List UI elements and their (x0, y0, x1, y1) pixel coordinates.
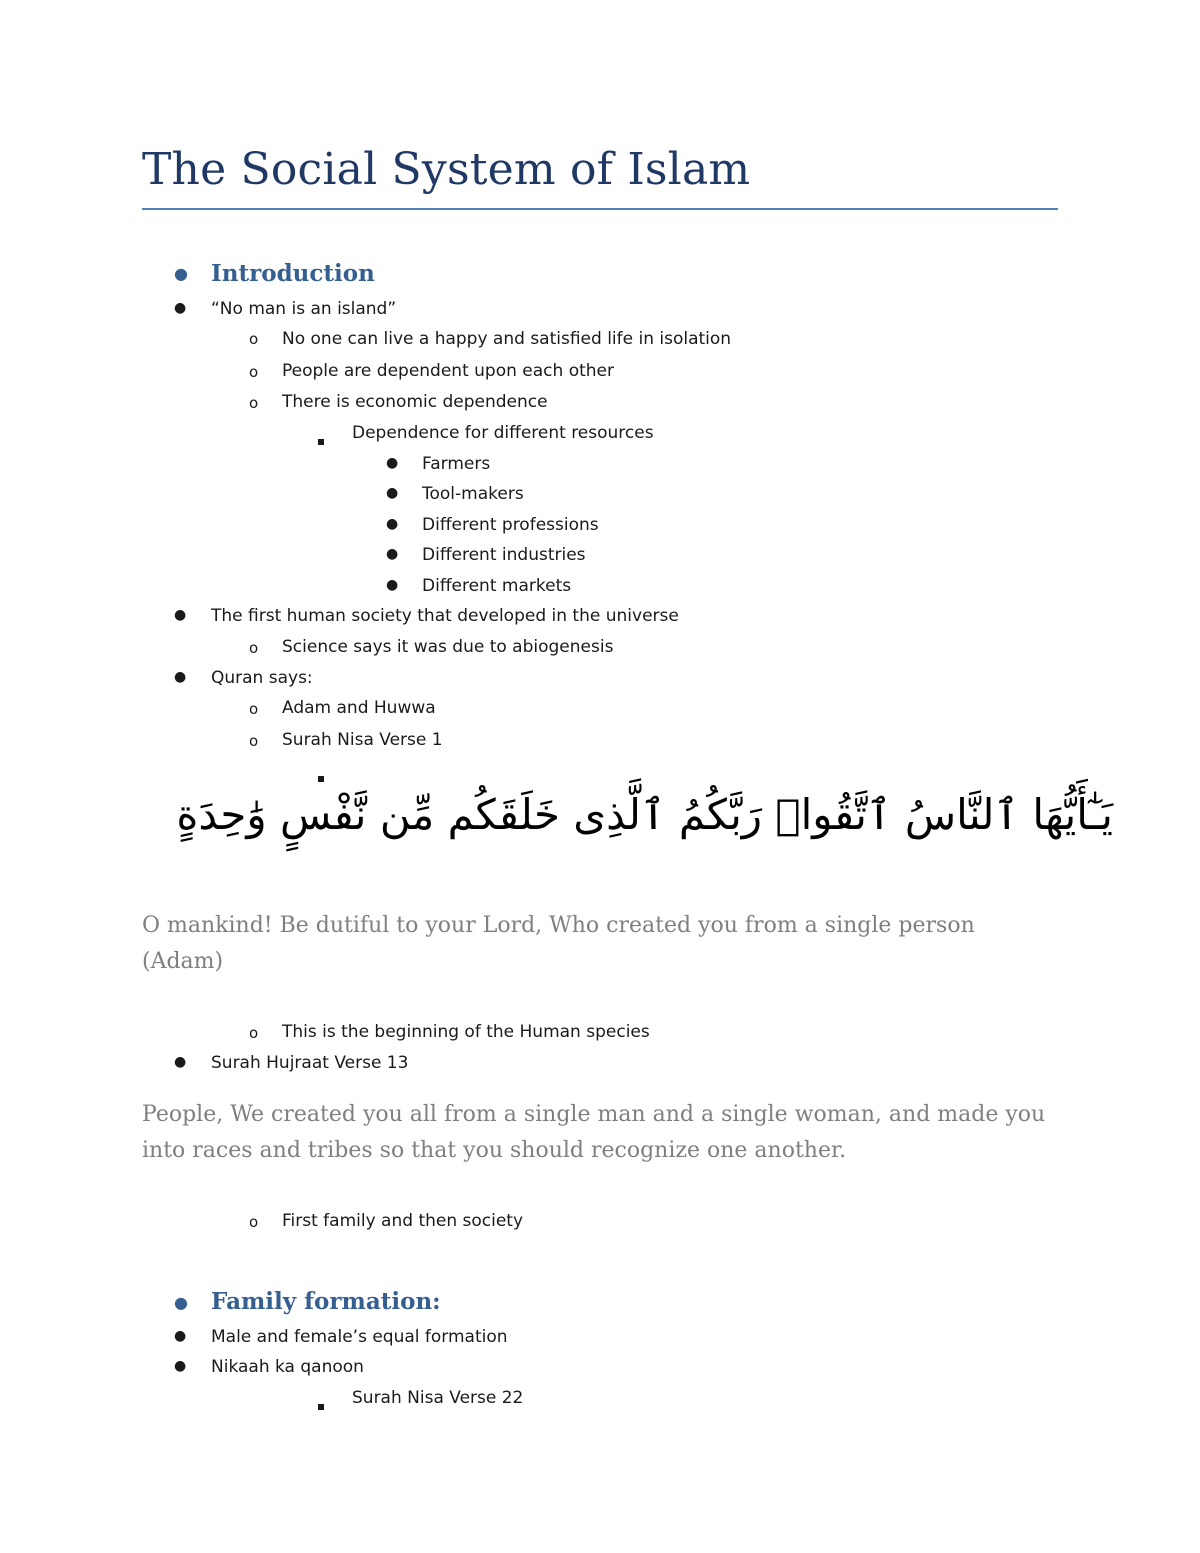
verse-translation: O mankind! Be dutiful to your Lord, Who created you from a single person (Adam) (142, 913, 975, 974)
list-item: “No man is an island” (211, 299, 397, 319)
list-item: First family and then society (282, 1211, 524, 1231)
list-item: Dependence for different resources (352, 423, 654, 443)
list-item: Surah Hujraat Verse 13 (211, 1053, 409, 1073)
bullet-icon: ● (386, 577, 399, 593)
heading-introduction: Introduction (211, 260, 375, 287)
square-bullet-icon (318, 1395, 324, 1414)
circle-bullet-icon: o (249, 1213, 259, 1231)
square-bullet-icon (318, 767, 324, 786)
verse-translation: People, We created you all from a single man and a single woman, and made you into races and tribes so that you should recognize one another. (142, 1102, 1046, 1163)
bullet-icon: ● (174, 1358, 187, 1374)
bullet-icon: ● (386, 546, 399, 562)
list-item: Farmers (422, 454, 491, 474)
list-item: Different markets (422, 576, 572, 596)
list-item: Different industries (422, 545, 586, 565)
circle-bullet-icon: o (249, 363, 259, 381)
bullet-icon: ● (386, 516, 399, 532)
list-item: Male and female’s equal formation (211, 1327, 508, 1347)
list-item: Nikaah ka qanoon (211, 1357, 364, 1377)
arabic-verse: يَـٰٓأَيُّهَا ٱلنَّاسُ ٱتَّقُوا۟ رَبَّكُمُ ٱلَّذِى خَلَقَكُم مِّن نَّفْسٍ وَٰحِدَةٍ (176, 790, 1113, 839)
list-item: Adam and Huwwa (282, 698, 436, 718)
title-underline (142, 208, 1058, 210)
bullet-icon: ● (174, 669, 187, 685)
list-item: Surah Nisa Verse 22 (352, 1388, 524, 1408)
circle-bullet-icon: o (249, 639, 259, 657)
list-item: No one can live a happy and satisfied life in isolation (282, 329, 732, 349)
square-bullet-icon (318, 430, 324, 449)
list-item: This is the beginning of the Human species (282, 1022, 650, 1042)
list-item: There is economic dependence (282, 392, 548, 412)
list-item: Science says it was due to abiogenesis (282, 637, 614, 657)
bullet-icon: ● (386, 485, 399, 501)
list-item: Tool-makers (422, 484, 524, 504)
circle-bullet-icon: o (249, 700, 259, 718)
circle-bullet-icon: o (249, 394, 259, 412)
list-item: Quran says: (211, 668, 313, 688)
list-item: Different professions (422, 515, 599, 535)
list-item: People are dependent upon each other (282, 361, 614, 381)
bullet-icon: ● (174, 264, 188, 283)
circle-bullet-icon: o (249, 330, 259, 348)
bullet-icon: ● (174, 300, 187, 316)
list-item: Surah Nisa Verse 1 (282, 730, 443, 750)
circle-bullet-icon: o (249, 732, 259, 750)
heading-family-formation: Family formation: (211, 1288, 441, 1315)
circle-bullet-icon: o (249, 1024, 259, 1042)
bullet-icon: ● (174, 607, 187, 623)
bullet-icon: ● (174, 1328, 187, 1344)
bullet-icon: ● (174, 1054, 187, 1070)
bullet-icon: ● (174, 1293, 188, 1312)
list-item: The first human society that developed in the universe (211, 606, 679, 626)
bullet-icon: ● (386, 455, 399, 471)
page-title: The Social System of Islam (142, 144, 751, 195)
